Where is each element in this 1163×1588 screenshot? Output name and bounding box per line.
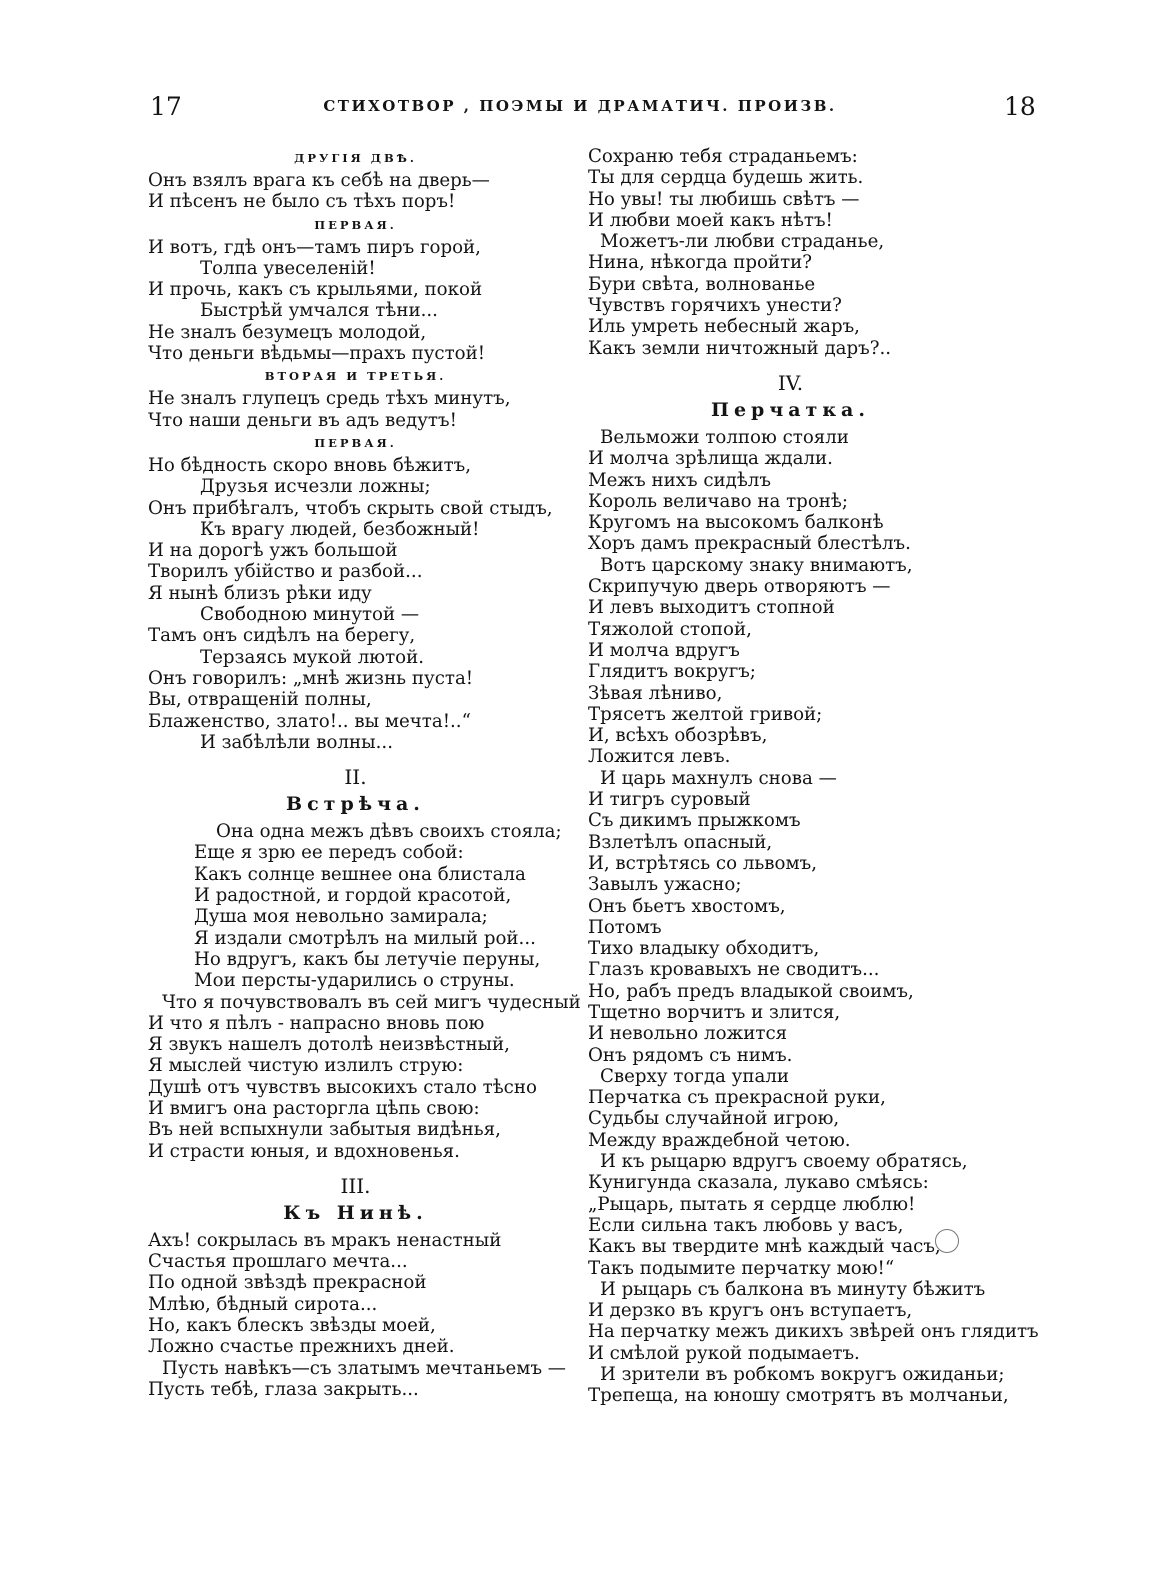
- verse-line: Но, рабъ предъ владыкой своимъ,: [588, 980, 914, 1002]
- verse-line: Творилъ убійство и разбой...: [148, 561, 423, 583]
- verse-line: Трепеща, на юношу смотрятъ въ молчаньи,: [588, 1385, 1009, 1407]
- library-stamp-icon: [935, 1229, 959, 1253]
- verse-line: Какъ вы твердите мнѣ каждый часъ,: [588, 1236, 941, 1258]
- verse-line: Еще я зрю ее передъ собой:: [194, 842, 464, 864]
- verse-line: Чувствъ горячихъ унести?: [588, 295, 842, 317]
- verse-line: Я звукъ нашелъ дотолѣ неизвѣстный,: [148, 1034, 510, 1056]
- verse-line: Скрипучую дверь отворяютъ —: [588, 576, 891, 598]
- verse-line: Межъ нихъ сидѣлъ: [588, 469, 771, 491]
- verse-line: Но вдругъ, какъ бы летучіе перуны,: [194, 948, 541, 970]
- speaker-label: ПЕРВАЯ.: [314, 217, 397, 232]
- verse-line: Къ врагу людей, безбожный!: [200, 518, 480, 540]
- verse-line: Перчатка съ прекрасной руки,: [588, 1087, 886, 1109]
- verse-line: Я нынѣ близъ рѣки иду: [148, 582, 372, 604]
- verse-line: Взлетѣлъ опасный,: [588, 831, 773, 853]
- poem-number: III.: [340, 1173, 371, 1198]
- speaker-label: ВТОРАЯ И ТРЕТЬЯ.: [264, 369, 447, 384]
- verse-line: Млѣю, бѣдный сирота...: [148, 1293, 378, 1315]
- verse-line: И, встрѣтясь со львомъ,: [588, 852, 817, 874]
- verse-line: Быстрѣй умчался тѣни...: [200, 300, 438, 322]
- verse-line: И молча зрѣлища ждали.: [588, 448, 833, 470]
- verse-line: Король величаво на тронѣ;: [588, 490, 848, 512]
- verse-line: Такъ подымите перчатку мою!“: [588, 1257, 895, 1279]
- verse-line: И зрители въ робкомъ вокругъ ожиданьи;: [600, 1364, 1005, 1386]
- verse-line: Пусть навѣкъ—съ златымъ мечтаньемъ —: [162, 1357, 566, 1379]
- verse-line: Друзья исчезли ложны;: [200, 476, 431, 498]
- verse-line: Не зналъ глупецъ средь тѣхъ минутъ,: [148, 388, 511, 410]
- verse-line: Сверху тогда упали: [600, 1065, 790, 1087]
- verse-line: Вы, отвращеній полны,: [148, 689, 372, 711]
- left-column: [148, 146, 581, 1400]
- verse-line: Счастья прошлаго мечта...: [148, 1251, 408, 1273]
- verse-line: И страсти юныя, и вдохновенья.: [148, 1140, 460, 1162]
- poem-number: IV.: [777, 370, 804, 395]
- verse-line: Кунигунда сказала, лукаво смѣясь:: [588, 1172, 929, 1194]
- verse-line: Не зналъ безумецъ молодой,: [148, 321, 427, 343]
- verse-line: Сохраню тебя страданьемъ:: [588, 146, 858, 167]
- verse-line: По одной звѣздѣ прекрасной: [148, 1272, 427, 1294]
- verse-line: Мои персты-ударились о струны.: [194, 970, 515, 992]
- verse-line: Толпа увеселеній!: [200, 257, 376, 279]
- verse-line: Глазъ кровавыхъ не сводитъ...: [588, 959, 880, 981]
- verse-line: Хоръ дамъ прекрасный блестѣлъ.: [588, 533, 911, 555]
- verse-line: Что деньги вѣдьмы—прахъ пустой!: [148, 343, 486, 365]
- verse-line: И забѣлѣли волны...: [200, 731, 393, 753]
- verse-line: Пусть тебѣ, глаза закрыть...: [148, 1378, 419, 1400]
- verse-line: Но, какъ блескъ звѣзды моей,: [148, 1315, 436, 1337]
- verse-line: Вотъ царскому знаку внимаютъ,: [600, 554, 913, 576]
- verse-line: И вмигъ она расторгла цѣпь свою:: [148, 1097, 480, 1119]
- verse-line: Ахъ! сокрылась въ мракъ ненастный: [148, 1229, 502, 1251]
- verse-line: Тщетно ворчитъ и злится,: [588, 1001, 841, 1023]
- verse-line: Но увы! ты любишь свѣтъ —: [588, 188, 860, 210]
- verse-line: Ложится левъ.: [588, 746, 731, 768]
- verse-line: Трясетъ желтой гривой;: [588, 703, 823, 725]
- verse-line: Ложно счастье прежнихъ дней.: [148, 1336, 455, 1358]
- verse-line: И къ рыцарю вдругъ своему обратясь,: [600, 1151, 968, 1173]
- verse-line: Иль умреть небесный жаръ,: [588, 316, 860, 338]
- poem-title: Перчатка.: [711, 398, 870, 421]
- page-number-right: 18: [1004, 92, 1036, 121]
- verse-line: Если сильна такъ любовь у васъ,: [588, 1214, 904, 1236]
- verse-line: Блаженство, злато!.. вы мечта!..“: [148, 710, 471, 732]
- verse-line: Глядитъ вокругъ;: [588, 661, 756, 683]
- verse-line: Терзаясь мукой лютой.: [200, 646, 425, 668]
- verse-line: Кругомъ на высокомъ балконѣ: [588, 512, 884, 534]
- verse-line: Въ ней вспыхнули забытыя видѣнья,: [148, 1119, 501, 1141]
- verse-line: Ты для сердца будешь жить.: [588, 167, 864, 189]
- verse-line: Я издали смотрѣлъ на милый рой...: [194, 927, 536, 949]
- speaker-label: ПЕРВАЯ.: [314, 435, 397, 450]
- verse-line: И любви моей какъ нѣтъ!: [588, 209, 833, 231]
- verse-line: Судьбы случайной игрою,: [588, 1108, 840, 1130]
- verse-line: Я мыслей чистую излилъ струю:: [148, 1055, 464, 1077]
- verse-line: Онъ взялъ врага къ себѣ на дверь—: [148, 170, 490, 191]
- verse-line: И радостной, и гордой красотой,: [194, 885, 512, 907]
- verse-line: И вотъ, гдѣ онъ—тамъ пиръ горой,: [148, 236, 481, 258]
- running-title: СТИХОТВОР , ПОЭМЫ И ДРАМАТИЧ. ПРОИЗВ.: [323, 97, 837, 115]
- verse-line: Но бѣдность скоро вновь бѣжитъ,: [148, 454, 472, 476]
- verse-line: Тяжолой стопой,: [588, 618, 752, 640]
- right-column: [588, 146, 1039, 1407]
- verse-line: Что я почувствовалъ въ сей мигъ чудесный: [162, 991, 581, 1013]
- verse-line: Нина, нѣкогда пройти?: [588, 252, 813, 274]
- verse-line: Душа моя невольно замирала;: [194, 906, 488, 928]
- verse-line: И молча вдругъ: [588, 639, 740, 661]
- verse-line: Какъ земли ничтожный даръ?..: [588, 337, 892, 359]
- verse-line: Душѣ отъ чувствъ высокихъ стало тѣсно: [148, 1076, 537, 1098]
- verse-line: Завылъ ужасно;: [588, 874, 742, 896]
- verse-line: Онъ говорилъ: „мнѣ жизнь пуста!: [148, 667, 474, 689]
- verse-line: И тигръ суровый: [588, 789, 751, 811]
- verse-line: И, всѣхъ обозрѣвъ,: [588, 725, 768, 747]
- poem-title: Встрѣча.: [286, 793, 425, 816]
- verse-line: И что я пѣлъ - напрасно вновь пою: [148, 1012, 485, 1034]
- verse-line: И на дорогѣ ужъ большой: [148, 540, 398, 562]
- verse-line: И левъ выходитъ стопной: [588, 597, 835, 619]
- verse-line: Онъ прибѣгалъ, чтобъ скрыть свой стыдъ,: [148, 497, 553, 519]
- verse-line: Бури свѣта, волнованье: [588, 273, 816, 295]
- verse-line: Между враждебной четою.: [588, 1129, 851, 1151]
- verse-line: Онъ рядомъ съ нимъ.: [588, 1044, 793, 1066]
- verse-line: Зѣвая лѣниво,: [588, 682, 723, 704]
- verse-line: Съ дикимъ прыжкомъ: [588, 810, 801, 832]
- verse-line: Свободною минутой —: [200, 604, 420, 626]
- verse-line: Потомъ: [588, 916, 662, 938]
- verse-line: Что наши деньги въ адъ ведутъ!: [148, 409, 457, 431]
- verse-line: Какъ солнце вешнее она блистала: [194, 863, 526, 885]
- verse-line: И рыцарь съ балкона въ минуту бѣжитъ: [600, 1278, 986, 1300]
- verse-line: И прочь, какъ съ крыльями, покой: [148, 279, 483, 301]
- verse-line: Тамъ онъ сидѣлъ на берегу,: [148, 625, 416, 647]
- verse-line: И невольно ложится: [588, 1023, 788, 1045]
- verse-line: И царь махнулъ снова —: [600, 767, 837, 789]
- poem-number: II.: [344, 765, 367, 790]
- speaker-label: ДРУГІЯ ДВѢ.: [294, 151, 417, 165]
- verse-line: И пѣсенъ не было съ тѣхъ поръ!: [148, 191, 456, 213]
- verse-line: И смѣлой рукой подымаетъ.: [588, 1342, 860, 1364]
- verse-line: Можетъ-ли любви страданье,: [600, 231, 885, 253]
- verse-line: Вельможи толпою стояли: [600, 426, 849, 448]
- page-number-left: 17: [150, 92, 182, 121]
- poem-title: Къ Нинѣ.: [283, 1201, 428, 1224]
- verse-line: Тихо владыку обходитъ,: [588, 938, 820, 960]
- verse-line: Онъ бьетъ хвостомъ,: [588, 895, 786, 917]
- verse-line: Она одна межъ дѣвъ своихъ стояла;: [216, 821, 562, 843]
- verse-line: На перчатку межъ дикихъ звѣрей онъ глядитъ: [588, 1321, 1039, 1343]
- verse-line: И дерзко въ кругъ онъ вступаетъ,: [588, 1300, 913, 1322]
- verse-line: „Рыцарь, пытать я сердце люблю!: [588, 1193, 916, 1215]
